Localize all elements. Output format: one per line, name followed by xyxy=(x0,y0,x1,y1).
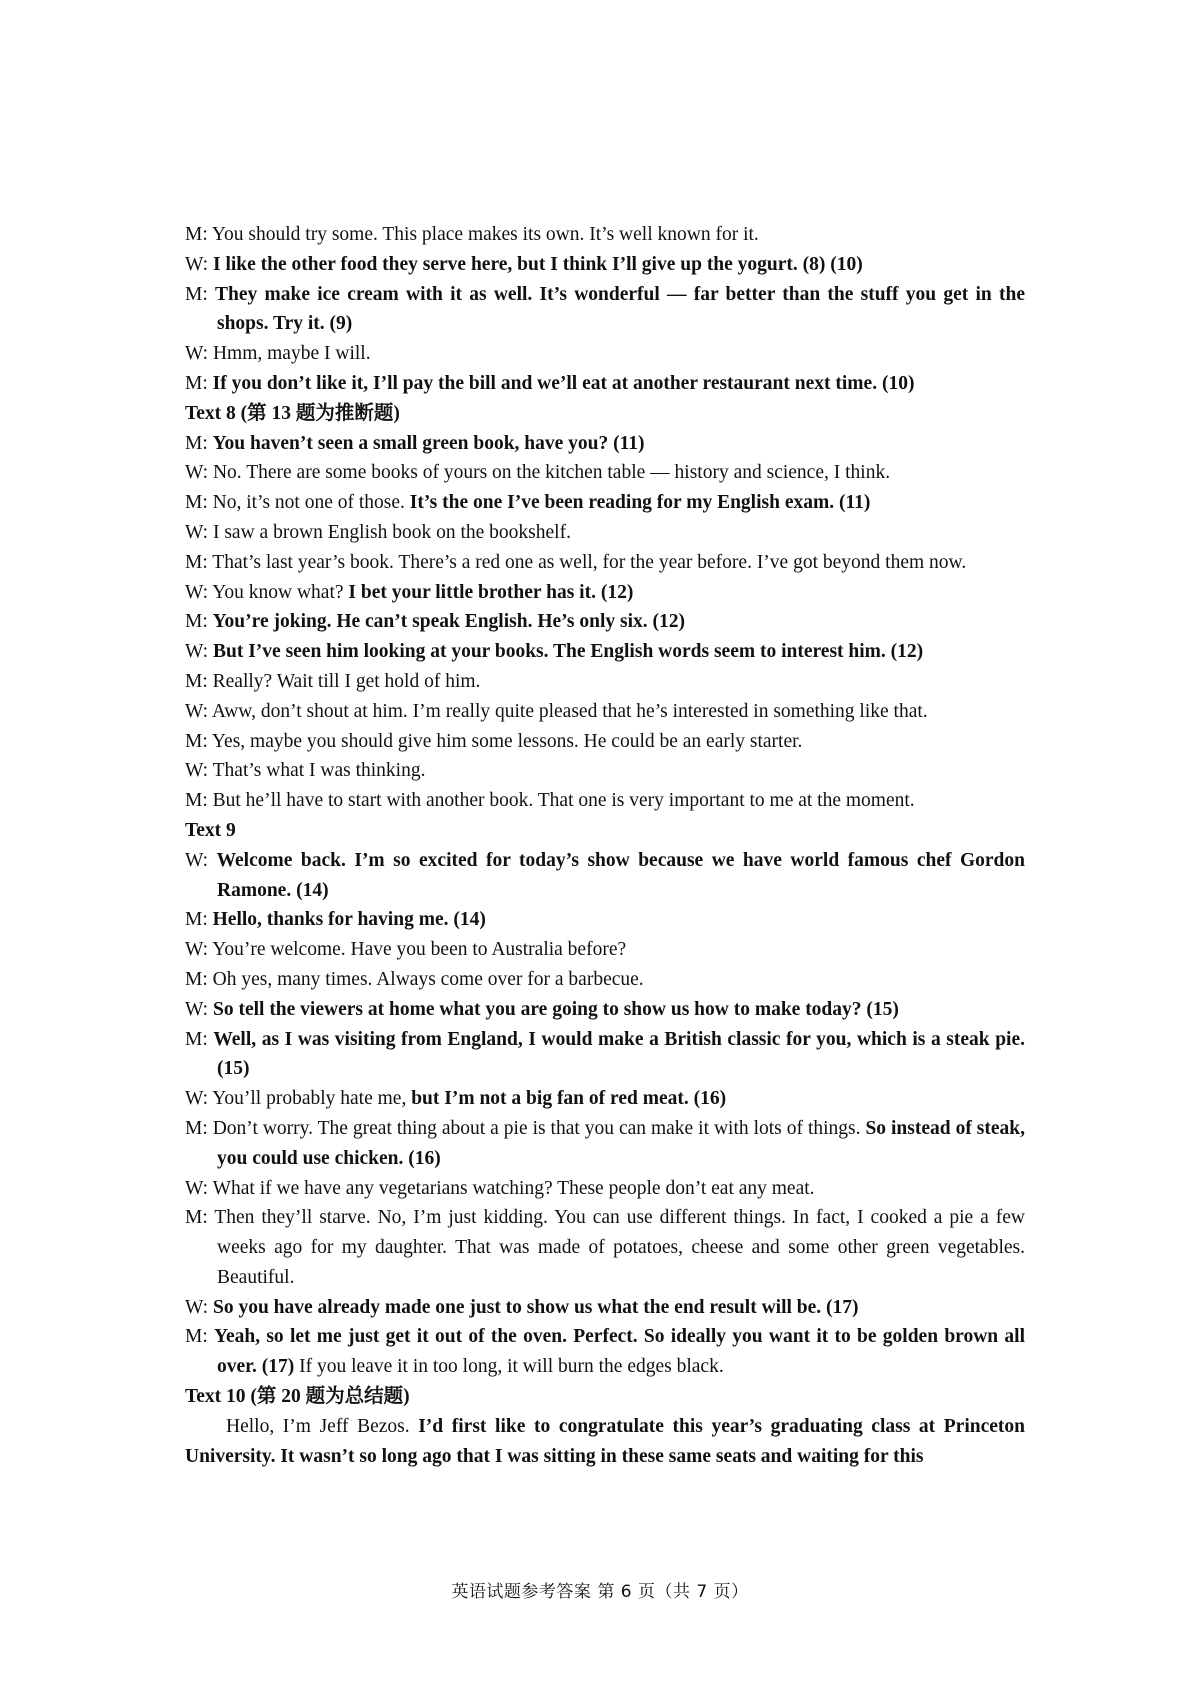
text-segment: W: Aww, don’t shout at him. I’m really quite pleased that he’s interested in something like that. xyxy=(185,700,928,722)
text-segment: M: xyxy=(185,1326,215,1348)
bold-text: They make ice cream with it as well. It’s wonderful — far better than the stuff you get in the shops. Try it. (9) xyxy=(215,283,1025,335)
text-segment: W: You know what? xyxy=(185,581,349,603)
section-heading xyxy=(185,399,1025,429)
bold-text: but I’m not a big fan of red meat. (16) xyxy=(411,1088,727,1110)
dialogue-line xyxy=(185,548,1025,578)
dialogue-line xyxy=(185,935,1025,965)
text-segment: M: But he’ll have to start with another book. That one is very important to me at the moment. xyxy=(185,790,915,812)
bold-text: Text 8 (第 13 题为推断题) xyxy=(185,402,400,424)
dialogue-line xyxy=(185,1322,1025,1382)
page-footer: 英语试题参考答案 第 6 页（共 7 页） xyxy=(451,1582,749,1602)
dialogue-line xyxy=(185,220,1025,250)
dialogue-line xyxy=(185,786,1025,816)
bold-text: I bet your little brother has it. (12) xyxy=(348,581,634,603)
dialogue-line xyxy=(185,488,1025,518)
bold-text: You’re joking. He can’t speak English. He’s only six. (12) xyxy=(212,611,686,633)
section-heading xyxy=(185,816,1025,846)
dialogue-line xyxy=(185,846,1025,906)
dialogue-line xyxy=(185,905,1025,935)
text-segment: M: xyxy=(185,611,213,633)
bold-text: So you have already made one just to show us what the end result will be. (17) xyxy=(212,1296,859,1318)
dialogue-line xyxy=(185,1084,1025,1114)
bold-text: You haven’t seen a small green book, have you? (11) xyxy=(212,432,645,454)
dialogue-line xyxy=(185,607,1025,637)
bold-text: Welcome back. I’m so excited for today’s show because we have world famous chef Gordon Ramone. (14) xyxy=(216,849,1025,901)
bold-text: It’s the one I’ve been reading for my English exam. (11) xyxy=(409,492,871,514)
dialogue-line xyxy=(185,1114,1025,1174)
dialogue-line xyxy=(185,1174,1025,1204)
dialogue-line xyxy=(185,965,1025,995)
text-segment: W: I saw a brown English book on the bookshelf. xyxy=(185,521,571,543)
text-segment: M: That’s last year’s book. There’s a red one as well, for the year before. I’ve got beyond them now. xyxy=(185,551,967,573)
text-segment: M: Don’t worry. The great thing about a pie is that you can make it with lots of things. xyxy=(185,1117,866,1139)
text-segment: W: xyxy=(185,1296,213,1318)
bold-text: If you don’t like it, I’ll pay the bill and we’ll eat at another restaurant next time. (10) xyxy=(212,372,915,394)
dialogue-line xyxy=(185,727,1025,757)
text-segment: M: xyxy=(185,283,215,305)
dialogue-line xyxy=(185,458,1025,488)
text-segment: M: xyxy=(185,909,213,931)
text-segment: M: xyxy=(185,1028,214,1050)
dialogue-line xyxy=(185,578,1025,608)
dialogue-line xyxy=(185,518,1025,548)
text-segment: W: Hmm, maybe I will. xyxy=(185,343,371,365)
dialogue-line xyxy=(185,1293,1025,1323)
text-segment: W: xyxy=(185,849,217,871)
bold-text: I like the other food they serve here, but I think I’ll give up the yogurt. (8) (10) xyxy=(212,253,863,275)
text-segment: W: No. There are some books of yours on the kitchen table — history and science, I think. xyxy=(185,462,891,484)
text-segment: W: xyxy=(185,998,213,1020)
dialogue-line xyxy=(185,280,1025,340)
bold-text: Text 10 (第 20 题为总结题) xyxy=(185,1386,410,1408)
text-segment: M: Oh yes, many times. Always come over for a barbecue. xyxy=(185,968,644,990)
bold-text: But I’ve seen him looking at your books. The English words seem to interest him. (12) xyxy=(212,641,924,663)
text-segment: W: You’re welcome. Have you been to Australia before? xyxy=(185,939,627,961)
section-heading xyxy=(185,1382,1025,1412)
dialogue-line xyxy=(185,429,1025,459)
text-segment: W: xyxy=(185,253,213,275)
bold-text: I’d first like to congratulate this year’s graduating class at Princeton University. It wasn’t so long ago that I was sitting in these same seats and waiting for this xyxy=(185,1415,1025,1467)
dialogue-line xyxy=(185,339,1025,369)
text-segment: Hello, I’m Jeff Bezos. xyxy=(226,1415,419,1437)
text-segment: W: That’s what I was thinking. xyxy=(185,760,426,782)
text-segment: W: You’ll probably hate me, xyxy=(185,1088,412,1110)
text-segment: W: What if we have any vegetarians watching? These people don’t eat any meat. xyxy=(185,1177,815,1199)
document-body xyxy=(185,220,1025,1471)
text-segment: M: Then they’ll starve. No, I’m just kidding. You can use different things. In fact, I cooked a pie a few weeks ago for my daughter. That was made of potatoes, cheese and some other green vegetables. Beautiful. xyxy=(185,1207,1025,1288)
text-segment: W: xyxy=(185,641,213,663)
dialogue-line xyxy=(185,1025,1025,1085)
text-segment: M: No, it’s not one of those. xyxy=(185,492,410,514)
dialogue-line xyxy=(185,1203,1025,1292)
bold-text: Well, as I was visiting from England, I would make a British classic for you, which is a steak pie. (15) xyxy=(213,1028,1025,1080)
text-segment: M: You should try some. This place makes its own. It’s well known for it. xyxy=(185,224,759,245)
bold-text: Text 9 xyxy=(185,819,236,841)
text-segment: M: Really? Wait till I get hold of him. xyxy=(185,670,481,692)
text-segment: If you leave it in too long, it will burn the edges black. xyxy=(294,1356,724,1378)
paragraph xyxy=(185,1412,1025,1472)
text-segment: M: xyxy=(185,432,213,454)
dialogue-line xyxy=(185,250,1025,280)
dialogue-line xyxy=(185,995,1025,1025)
bold-text: Hello, thanks for having me. (14) xyxy=(212,909,486,931)
dialogue-line xyxy=(185,756,1025,786)
dialogue-line xyxy=(185,637,1025,667)
text-segment: M: Yes, maybe you should give him some lessons. He could be an early starter. xyxy=(185,730,803,752)
bold-text: So instead of steak, you could use chicken. (16) xyxy=(217,1117,1025,1169)
dialogue-line xyxy=(185,697,1025,727)
bold-text: So tell the viewers at home what you are going to show us how to make today? (15) xyxy=(212,998,899,1020)
text-segment: M: xyxy=(185,372,213,394)
dialogue-line xyxy=(185,369,1025,399)
bold-text: Yeah, so let me just get it out of the oven. Perfect. So ideally you want it to be golden brown all over. (17) xyxy=(214,1326,1025,1378)
dialogue-line xyxy=(185,667,1025,697)
